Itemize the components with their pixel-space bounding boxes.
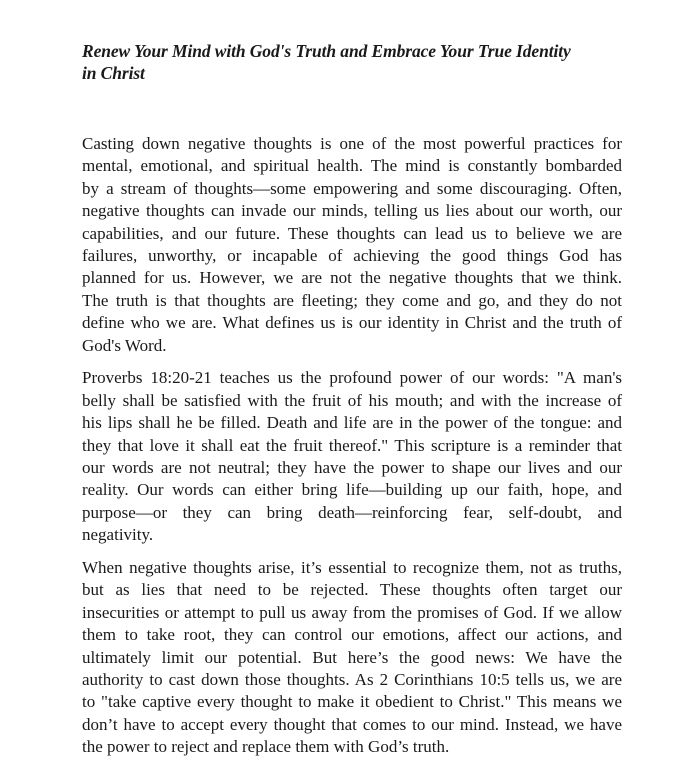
paragraph-when-negative: [82, 557, 622, 759]
text-line: purpose—or they can bring death—reinforcing fear, self-doubt, and: [82, 502, 622, 522]
text-line: failures, unworthy, or incapable of achieving the good things God has: [82, 245, 622, 265]
text-line: When negative thoughts arise, it’s essential to recognize them, not as truths,: [82, 558, 622, 578]
text-line: reality. Our words can either bring life—building up our faith, hope, and: [82, 480, 622, 500]
document-page: [82, 40, 622, 769]
text-line: by a stream of thoughts—some empowering and some discouraging. Often,: [82, 178, 622, 198]
text-line: mental, emotional, and spiritual health. The mind is constantly bombarded: [82, 156, 622, 176]
text-line: to "take captive every thought to make it obedient to Christ." This means we: [82, 692, 622, 712]
title-line: Renew Your Mind with God's Truth and Embrace Your True Identity: [82, 41, 571, 61]
paragraph-casting-down: [82, 133, 622, 357]
text-line: don’t have to accept every thought that comes to our mind. Instead, we have: [82, 714, 622, 734]
text-line: Proverbs 18:20-21 teaches us the profound power of our words: "A man's: [82, 368, 622, 388]
document-title: [82, 40, 622, 84]
text-line: they that love it shall eat the fruit thereof." This scripture is a reminder that: [82, 435, 622, 455]
text-line: authority to cast down those thoughts. As 2 Corinthians 10:5 tells us, we are: [82, 669, 622, 689]
text-line: negativity.: [82, 525, 154, 545]
paragraph-proverbs: [82, 367, 622, 546]
text-line: The truth is that thoughts are fleeting; they come and go, and they do not: [82, 290, 622, 310]
text-line: his lips shall he be filled. Death and life are in the power of the tongue: and: [82, 413, 622, 433]
text-line: them to take root, they can control our emotions, affect our actions, and: [82, 625, 622, 645]
text-line: define who we are. What defines us is our identity in Christ and the truth of: [82, 313, 622, 333]
text-line: our words are not neutral; they have the power to shape our lives and our: [82, 457, 622, 477]
text-line: negative thoughts can invade our minds, telling us lies about our worth, our: [82, 201, 622, 221]
text-line: belly shall be satisfied with the fruit of his mouth; and with the increase of: [82, 390, 622, 410]
text-line: insecurities or attempt to pull us away from the promises of God. If we allow: [82, 602, 622, 622]
text-line: Casting down negative thoughts is one of the most powerful practices for: [82, 134, 622, 153]
text-line: capabilities, and our future. These thoughts can lead us to believe we are: [82, 223, 622, 243]
text-line: planned for us. However, we are not the negative thoughts that we think.: [82, 268, 622, 288]
text-line: God's Word.: [82, 335, 167, 355]
text-line: ultimately limit our potential. But here’s the good news: We have the: [82, 647, 622, 667]
title-line: in Christ: [82, 63, 145, 83]
text-line: the power to reject and replace them with God’s truth.: [82, 737, 450, 757]
text-line: but as lies that need to be rejected. These thoughts often target our: [82, 580, 622, 600]
